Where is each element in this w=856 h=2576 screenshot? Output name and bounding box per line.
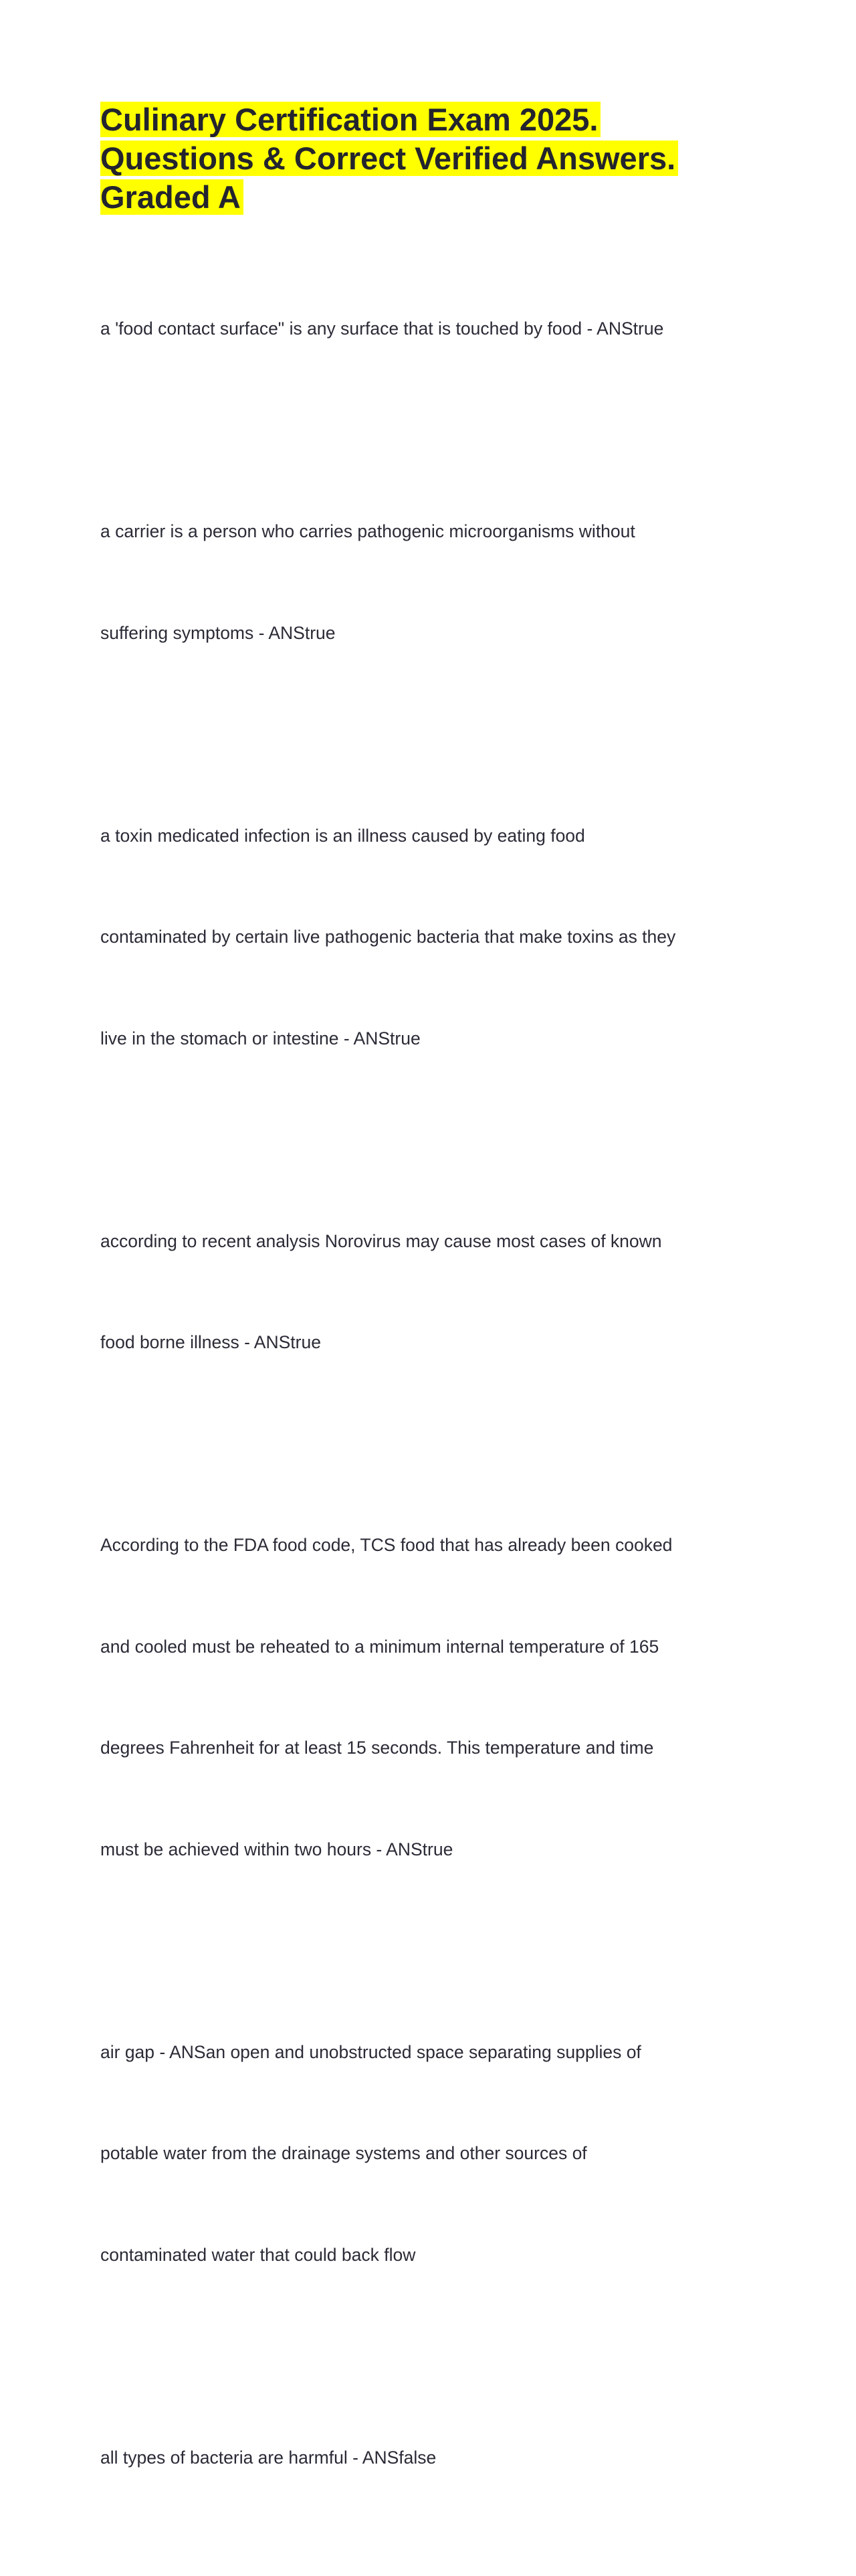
question-answer-item	[100, 244, 736, 413]
question-answer-item	[100, 1461, 736, 1934]
qa-text-line: potable water from the drainage systems and other sources of	[100, 2143, 587, 2163]
qa-text-line: a 'food contact surface" is any surface that is touched by food - ANStrue	[100, 318, 664, 339]
qa-text-line: all types of bacteria are harmful - ANSfalse	[100, 2447, 437, 2468]
qa-text-line: suffering symptoms - ANStrue	[100, 622, 336, 643]
qa-text-line: contaminated by certain live pathogenic bacteria that make toxins as they	[100, 927, 676, 947]
qa-text-line: a carrier is a person who carries pathogenic microorganisms without	[100, 521, 635, 541]
title-highlight: Graded A	[100, 179, 243, 215]
question-answer-item	[100, 1157, 736, 1427]
title-line	[100, 178, 736, 217]
document-page	[100, 100, 736, 2576]
question-answer-item	[100, 447, 736, 717]
qa-text-line: air gap - ANSan open and unobstructed space separating supplies of	[100, 2041, 641, 2062]
qa-text-line: a toxin medicated infection is an illness caused by eating food	[100, 825, 585, 846]
title-highlight: Questions & Correct Verified Answers.	[100, 141, 678, 176]
qa-text-line: according to recent analysis Norovirus may cause most cases of known	[100, 1230, 662, 1251]
question-answer-item	[100, 751, 736, 1123]
document-title	[100, 100, 736, 217]
question-answer-list	[100, 244, 736, 2542]
qa-text-line: degrees Fahrenheit for at least 15 seconds. This temperature and time	[100, 1738, 654, 1758]
qa-text-line: and cooled must be reheated to a minimum internal temperature of 165	[100, 1636, 659, 1657]
title-highlight: Culinary Certification Exam 2025.	[100, 102, 601, 137]
title-line	[100, 139, 736, 178]
qa-text-line: contaminated water that could back flow	[100, 2244, 416, 2265]
qa-text-line: According to the FDA food code, TCS food that has already been cooked	[100, 1535, 673, 1555]
qa-text-line: must be achieved within two hours - ANStrue	[100, 1839, 453, 1859]
question-answer-item	[100, 2373, 736, 2543]
question-answer-item	[100, 1968, 736, 2340]
title-line	[100, 100, 736, 139]
qa-text-line: food borne illness - ANStrue	[100, 1332, 321, 1352]
qa-text-line: live in the stomach or intestine - ANStrue	[100, 1028, 421, 1048]
